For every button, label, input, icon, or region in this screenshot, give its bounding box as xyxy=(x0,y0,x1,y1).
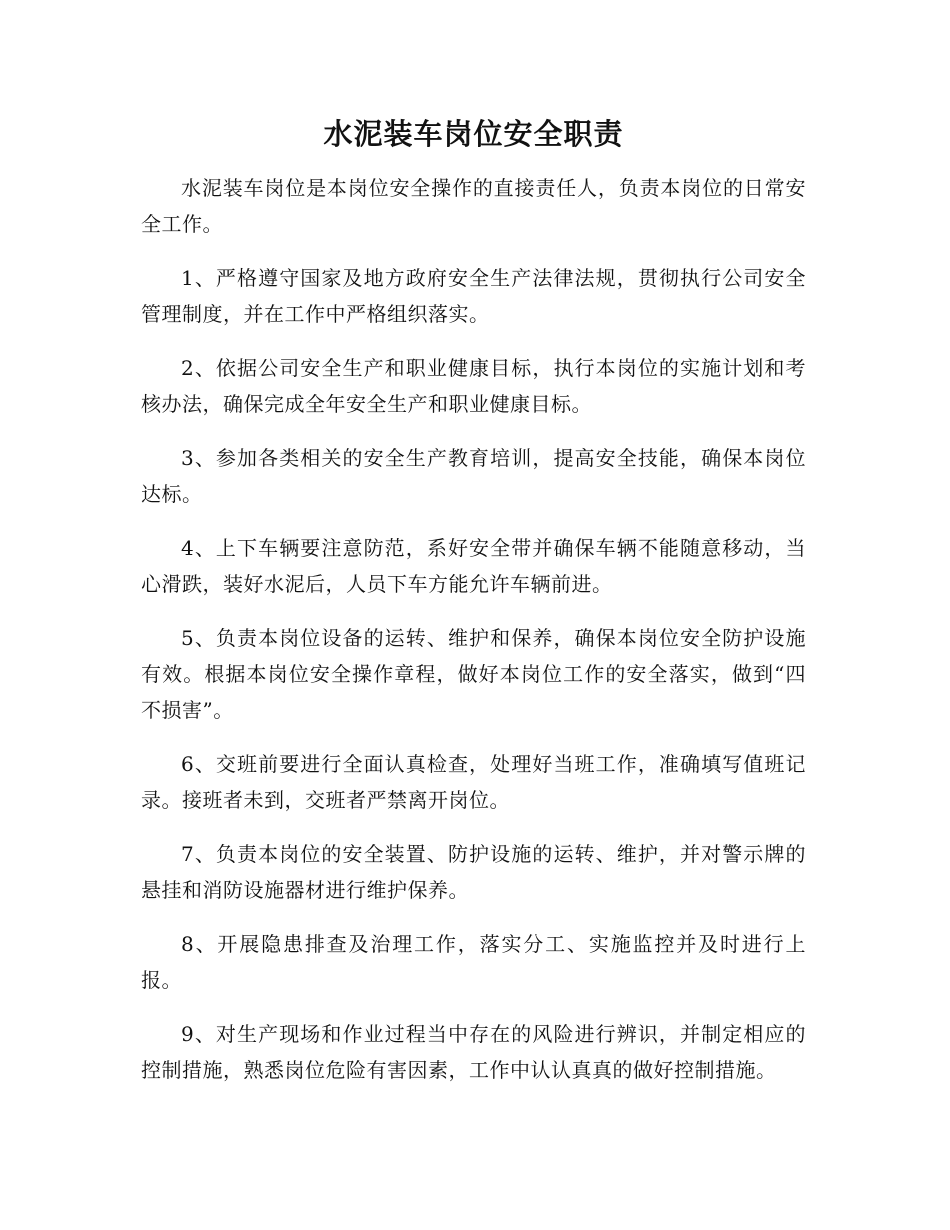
document-title: 水泥装车岗位安全职责 xyxy=(323,117,624,151)
duty-item-5: 5、负责本岗位设备的运转、维护和保养，确保本岗位安全防护设施有效。根据本岗位安全操作章程，做好本岗位工作的安全落实，做到“四不损害”。 xyxy=(141,626,806,722)
duty-item-8: 8、开展隐患排查及治理工作，落实分工、实施监控并及时进行上报。 xyxy=(141,932,806,992)
duty-item-2: 2、依据公司安全生产和职业健康目标，执行本岗位的实施计划和考核办法，确保完成全年安全生产和职业健康目标。 xyxy=(141,356,806,416)
duty-item-1: 1、严格遵守国家及地方政府安全生产法律法规，贯彻执行公司安全管理制度，并在工作中严格组织落实。 xyxy=(141,266,806,326)
intro-paragraph: 水泥装车岗位是本岗位安全操作的直接责任人，负责本岗位的日常安全工作。 xyxy=(141,176,806,236)
document-body xyxy=(141,108,806,1106)
duty-item-6: 6、交班前要进行全面认真检查，处理好当班工作，准确填写值班记录。接班者未到，交班者严禁离开岗位。 xyxy=(141,752,806,812)
duty-item-7: 7、负责本岗位的安全装置、防护设施的运转、维护，并对警示牌的悬挂和消防设施器材进行维护保养。 xyxy=(141,842,806,902)
duty-item-3: 3、参加各类相关的安全生产教育培训，提高安全技能，确保本岗位达标。 xyxy=(141,446,806,506)
duty-item-9: 9、对生产现场和作业过程当中存在的风险进行辨识，并制定相应的控制措施，熟悉岗位危险有害因素，工作中认认真真的做好控制措施。 xyxy=(141,1022,806,1082)
duty-item-4: 4、上下车辆要注意防范，系好安全带并确保车辆不能随意移动，当心滑跌，装好水泥后，人员下车方能允许车辆前进。 xyxy=(141,536,806,596)
